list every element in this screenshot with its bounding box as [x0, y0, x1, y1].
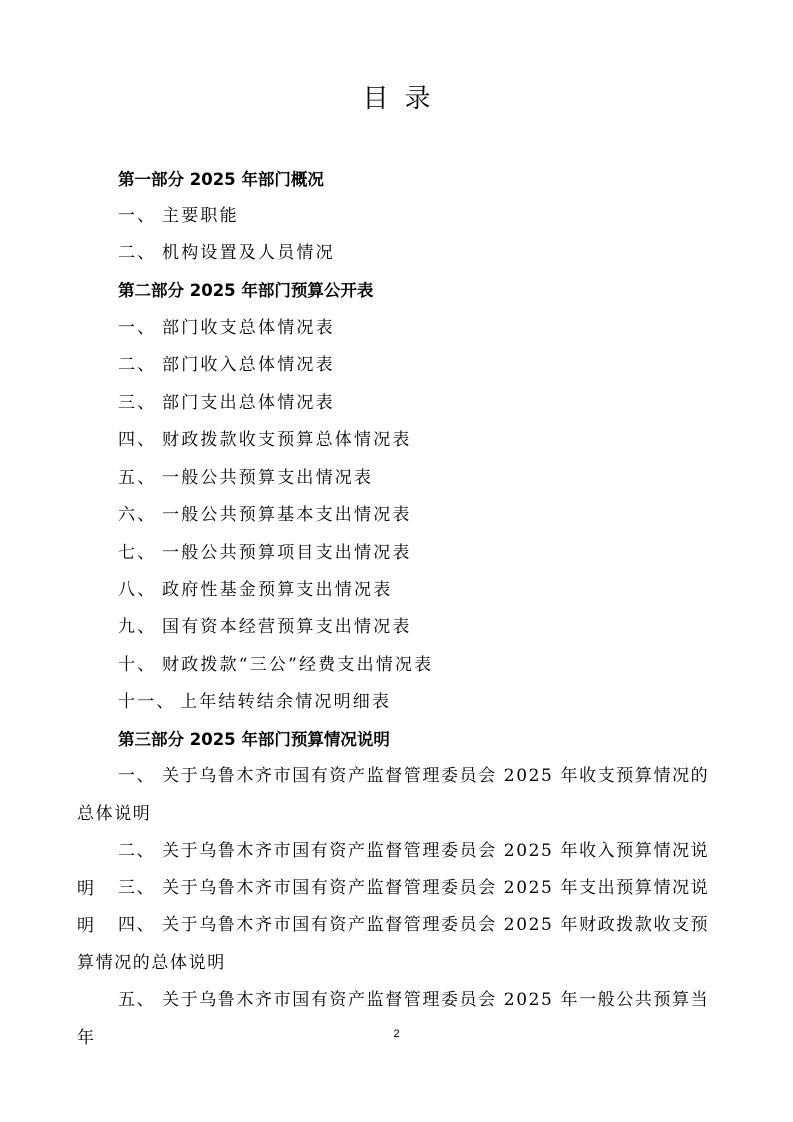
toc-item[interactable] — [118, 692, 391, 712]
page-title: 目录 — [362, 84, 447, 114]
toc-item-number: 五、 — [118, 990, 156, 1010]
toc-item-label: 关于乌鲁木齐市国有资产监督管理委员会 2025 年一般公共预算当年 — [77, 990, 710, 1048]
toc-item-number: 三、 — [118, 393, 157, 413]
toc-item-label: 一般公共预算项目支出情况表 — [162, 543, 412, 563]
toc-item-number: 十一、 — [118, 692, 176, 712]
toc-item[interactable] — [118, 617, 412, 637]
toc-item[interactable] — [118, 655, 433, 675]
toc-item-number: 九、 — [118, 617, 157, 637]
toc-item-number: 一、 — [118, 318, 157, 338]
part2-heading[interactable]: 第二部分 2025 年部门预算公开表 — [118, 281, 374, 300]
toc-item[interactable] — [77, 907, 711, 982]
toc-item[interactable] — [118, 505, 412, 525]
toc-item-number: 四、 — [118, 915, 156, 935]
toc-item-label: 关于乌鲁木齐市国有资产监督管理委员会 2025 年支出预算情况说明 — [77, 878, 710, 936]
toc-item[interactable] — [118, 318, 335, 338]
toc-item-number: 八、 — [118, 580, 157, 600]
toc-item-label: 财政拨款“三公”经费支出情况表 — [162, 655, 434, 675]
toc-item-number: 四、 — [118, 430, 157, 450]
toc-item-label: 关于乌鲁木齐市国有资产监督管理委员会 2025 年收入预算情况说明 — [77, 841, 710, 899]
toc-item-label: 国有资本经营预算支出情况表 — [162, 617, 412, 637]
toc-item-label: 部门收支总体情况表 — [162, 318, 335, 338]
toc-item-label: 部门支出总体情况表 — [162, 393, 335, 413]
toc-item-label: 关于乌鲁木齐市国有资产监督管理委员会 2025 年财政拨款收支预算情况的总体说明 — [77, 915, 710, 973]
toc-item-number: 六、 — [118, 505, 157, 525]
toc-item-number: 二、 — [118, 841, 156, 861]
toc-item-number: 五、 — [118, 468, 157, 488]
toc-item-label: 机构设置及人员情况 — [162, 243, 335, 263]
toc-item-number: 二、 — [118, 355, 157, 375]
toc-item-label: 财政拨款收支预算总体情况表 — [162, 430, 412, 450]
toc-item-number: 二、 — [118, 243, 157, 263]
toc-item[interactable] — [118, 543, 412, 563]
toc-item-number: 三、 — [118, 878, 156, 898]
toc-item[interactable] — [118, 243, 335, 263]
part1-heading[interactable]: 第一部分 2025 年部门概况 — [118, 170, 324, 189]
toc-item-label: 一般公共预算基本支出情况表 — [162, 505, 412, 525]
toc-item-number: 一、 — [118, 766, 156, 786]
toc-item-label: 上年结转结余情况明细表 — [180, 692, 392, 712]
toc-item-number: 七、 — [118, 543, 157, 563]
toc-item[interactable] — [118, 393, 335, 413]
toc-item-label: 部门收入总体情况表 — [162, 355, 335, 375]
part3-heading[interactable]: 第三部分 2025 年部门预算情况说明 — [118, 730, 390, 749]
toc-item[interactable] — [118, 468, 373, 488]
toc-item[interactable] — [77, 758, 711, 833]
toc-item-label: 关于乌鲁木齐市国有资产监督管理委员会 2025 年收支预算情况的总体说明 — [77, 766, 710, 824]
toc-item-label: 主要职能 — [162, 206, 239, 226]
toc-item-number: 十、 — [118, 655, 157, 675]
toc-item-label: 政府性基金预算支出情况表 — [162, 580, 393, 600]
page-number: 2 — [393, 1028, 400, 1040]
toc-item[interactable] — [118, 430, 412, 450]
toc-item[interactable] — [118, 206, 239, 226]
toc-item[interactable] — [118, 355, 335, 375]
toc-item[interactable] — [77, 982, 711, 1057]
toc-item[interactable] — [118, 580, 392, 600]
toc-item-label: 一般公共预算支出情况表 — [162, 468, 374, 488]
toc-item-number: 一、 — [118, 206, 157, 226]
